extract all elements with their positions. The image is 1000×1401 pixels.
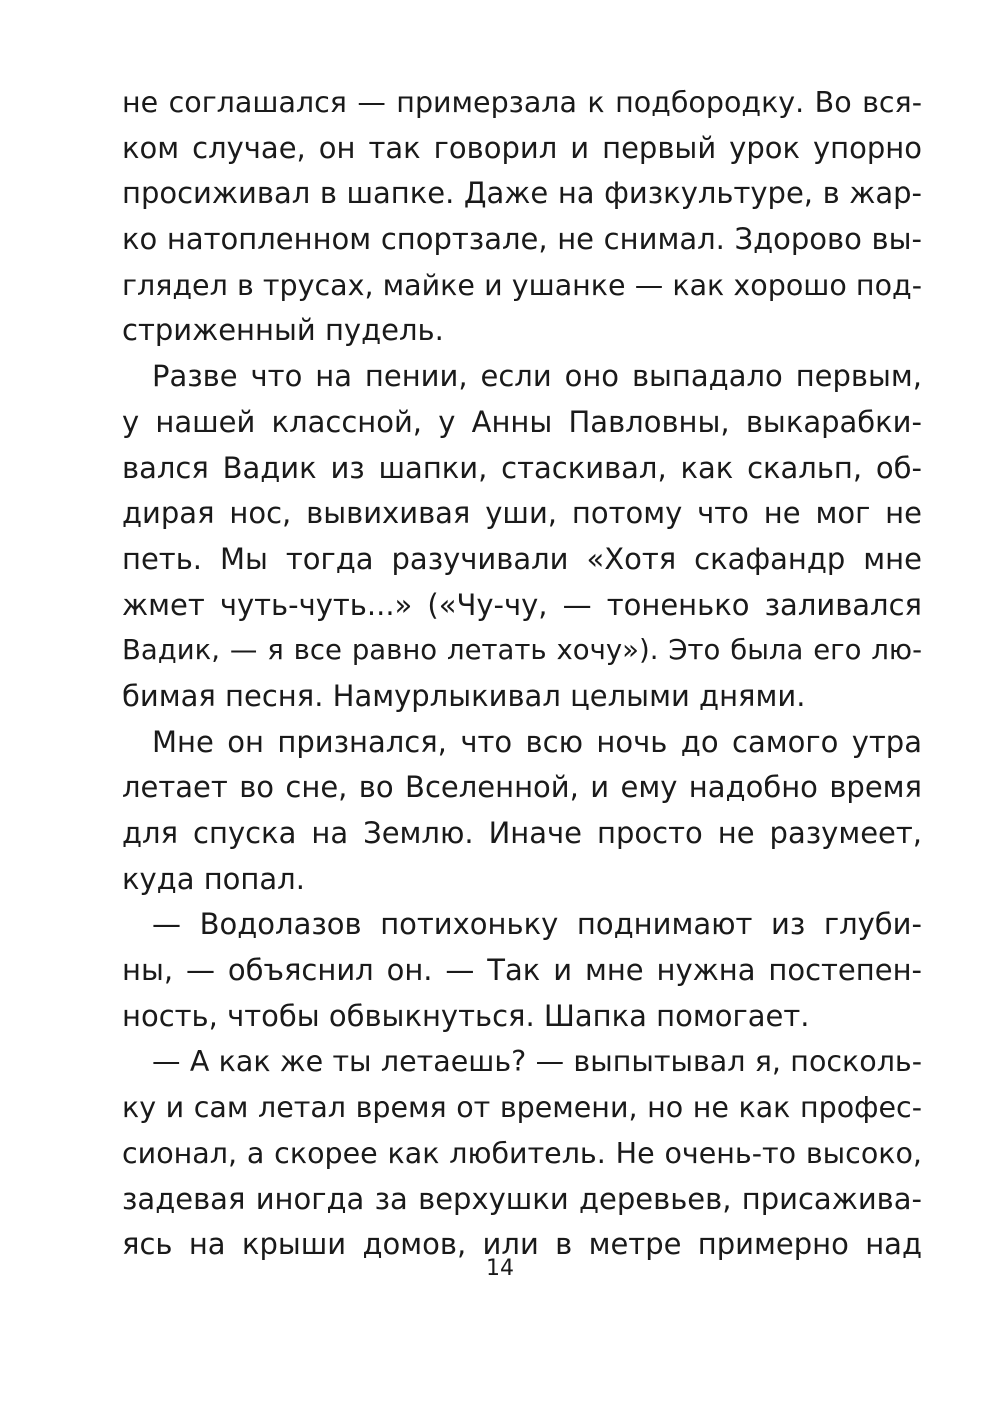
text-line: сионал, а скорее как любитель. Не очень-то высоко, <box>122 1136 922 1170</box>
text-line: — Водолазов потихоньку поднимают из глуби- <box>152 907 922 942</box>
text-line: задевая иногда за верхушки деревьев, присажива- <box>122 1181 922 1216</box>
text-line: жмет чуть-чуть...» («Чу-чу, — тоненько заливался <box>122 587 922 622</box>
text-line: бимая песня. Намурлыкивал целыми днями. <box>122 678 806 713</box>
text-line: ку и сам летал время от времени, но не как профес- <box>122 1091 922 1125</box>
text-line: ны, — объяснил он. — Так и мне нужна постепен- <box>122 953 922 988</box>
text-line: летает во сне, во Вселенной, и ему надобно время <box>122 770 922 805</box>
text-line: Вадик, — я все равно летать хочу»). Это была его лю- <box>122 634 922 667</box>
text-line: Разве что на пении, если оно выпадало первым, <box>152 359 922 394</box>
text-line: куда попал. <box>122 861 305 896</box>
text-line: у нашей классной, у Анны Павловны, выкарабки- <box>122 404 922 439</box>
text-line: ность, чтобы обвыкнуться. Шапка помогает. <box>122 998 810 1033</box>
text-line: ясь на крыши домов, или в метре примерно над <box>122 1227 922 1262</box>
page-number: 14 <box>486 1256 514 1281</box>
body-text <box>122 80 922 1268</box>
text-line: петь. Мы тогда разучивали «Хотя скафандр мне <box>122 541 922 576</box>
text-line: вался Вадик из шапки, стаскивал, как скальп, об- <box>122 450 922 485</box>
text-line: просиживал в шапке. Даже на физкультуре, в жар- <box>122 176 922 211</box>
text-line: — А как же ты летаешь? — выпытывал я, посколь- <box>152 1045 922 1079</box>
text-line: Мне он признался, что всю ночь до самого утра <box>152 724 922 759</box>
text-line: глядел в трусах, майке и ушанке — как хорошо под- <box>122 268 922 302</box>
text-line: ком случае, он так говорил и первый урок упорно <box>122 130 922 165</box>
text-line: стриженный пудель. <box>122 313 444 348</box>
text-line: для спуска на Землю. Иначе просто не разумеет, <box>122 816 922 850</box>
text-line: не соглашался — примерзала к подбородку. Во вся- <box>122 86 922 119</box>
text-line: ко натопленном спортзале, не снимал. Здорово вы- <box>122 222 922 257</box>
text-line: дирая нос, вывихивая уши, потому что не мог не <box>122 496 922 531</box>
